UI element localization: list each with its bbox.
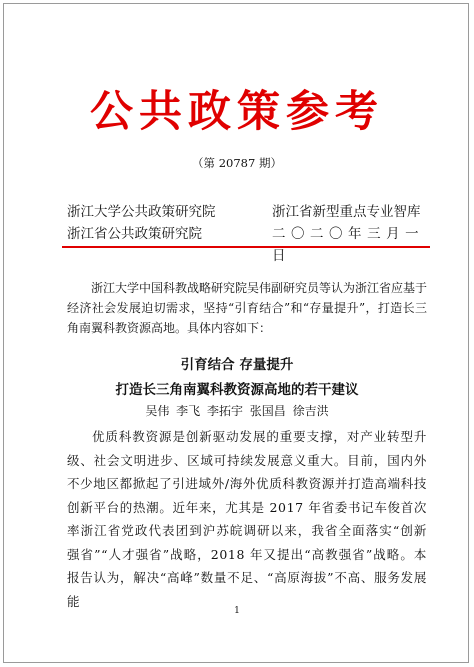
intro-paragraph: 浙江大学中国科教战略研究院吴伟副研究员等认为浙江省应基于经济社会发展迫切需求，坚持“引育结合”和“存量提升”，打造长三角南翼科教资源高地。具体内容如下：	[67, 281, 428, 335]
institution-name: 浙江大学公共政策研究院	[67, 204, 216, 220]
page-number: 1	[234, 606, 240, 616]
think-tank-label: 浙江省新型重点专业智库	[272, 204, 421, 220]
document-title: 公共政策参考	[90, 87, 384, 137]
institutions-left	[67, 201, 247, 245]
institutions-right	[272, 201, 422, 267]
subtitle-line-1: 引育结合 存量提升	[180, 357, 294, 373]
header-divider	[62, 246, 430, 248]
subtitle-line-2: 打造长三角南翼科教资源高地的若干建议	[115, 382, 359, 398]
body-paragraph: 优质科教资源是创新驱动发展的重要支撑，对产业转型升级、社会文明进步、区域可持续发展意义重大。目前，国内外不少地区都掀起了引进域外/海外优质科教资源并打造高端科技创新平台的热潮。近年来，尤其是 2017 年省委书记车俊首次率浙江省党政代表团到沪苏皖调研以来，我省全面落实“创新强省”“人才强省”战略，2018 年又提出“高教强省”战略。本报告认为，解决“高峰”数量不足、“高原海拔”不高、服务发展能	[67, 429, 427, 609]
institution-name: 浙江省公共政策研究院	[67, 226, 202, 242]
issue-date: 二〇二〇年三月一日	[272, 226, 422, 264]
author-list: 吴伟 李飞 李拓宇 张国昌 徐吉洪	[145, 404, 329, 418]
issue-number: （第 20787 期）	[192, 156, 282, 170]
